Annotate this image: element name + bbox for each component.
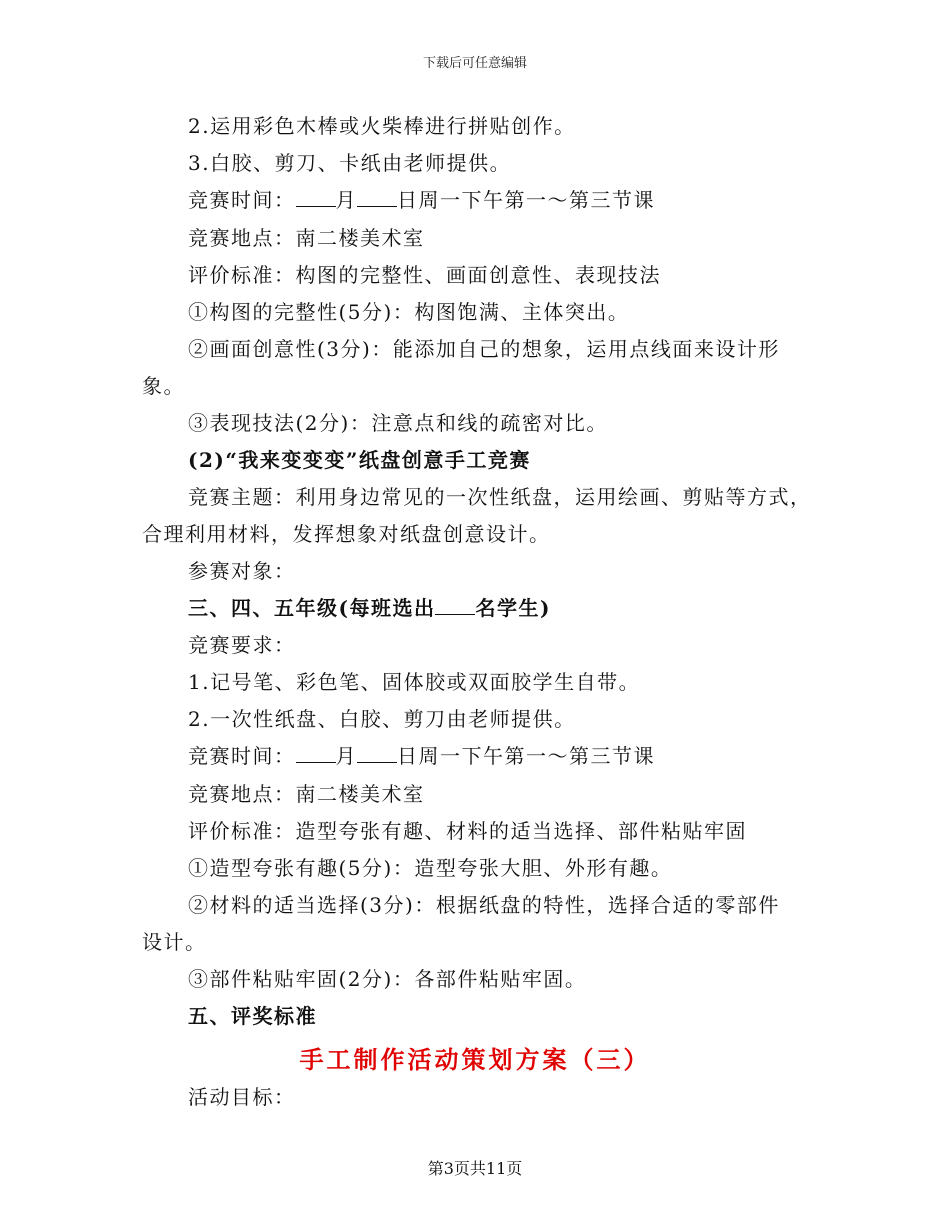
- text-line-participants: [188, 595, 551, 621]
- section-title: 手工制作活动策划方案（三）: [299, 1045, 651, 1074]
- text-line: 活动目标：: [188, 1085, 296, 1109]
- line-prefix: 三、四、五年级(每班选出: [188, 596, 436, 620]
- text-line: 3.白胶、剪刀、卡纸由老师提供。: [188, 151, 512, 175]
- text-line: 竞赛地点：南二楼美术室: [188, 226, 425, 250]
- text-line: 评价标准：构图的完整性、画面创意性、表现技法: [188, 263, 661, 287]
- page-header: 下载后可任意编辑: [422, 56, 527, 71]
- text-line: 2.运用彩色木棒或火柴棒进行拼贴创作。: [188, 114, 576, 138]
- text-line: ①构图的完整性(5分)：构图饱满、主体突出。: [188, 300, 630, 324]
- line-suffix: 日周一下午第一～第三节课: [397, 188, 655, 212]
- text-line: ③表现技法(2分)：注意点和线的疏密对比。: [188, 411, 608, 435]
- text-line-time: [188, 187, 655, 213]
- text-line: 竞赛主题：利用身边常见的一次性纸盘，运用绘画、剪贴等方式，: [188, 485, 812, 509]
- line-suffix: 日周一下午第一～第三节课: [397, 744, 655, 768]
- section-heading: 五、评奖标准: [188, 1004, 317, 1028]
- text-line: 设计。: [142, 930, 207, 954]
- text-line-time: [188, 743, 655, 769]
- text-line: ②材料的适当选择(3分)：根据纸盘的特性，选择合适的零部件: [188, 893, 780, 917]
- text-line: 合理利用材料，发挥想象对纸盘创意设计。: [142, 522, 551, 546]
- text-line: 评价标准：造型夸张有趣、材料的适当选择、部件粘贴牢固: [188, 819, 747, 843]
- fill-in-blank: [357, 188, 397, 207]
- text-line: 1.记号笔、彩色笔、固体胶或双面胶学生自带。: [188, 670, 641, 694]
- text-line: ①造型夸张有趣(5分)：造型夸张大胆、外形有趣。: [188, 856, 673, 880]
- line-prefix: 竞赛时间：: [188, 744, 296, 768]
- text-line: 参赛对象：: [188, 559, 296, 583]
- text-line: 竞赛要求：: [188, 633, 296, 657]
- text-line: 象。: [142, 374, 185, 398]
- fill-in-blank: [296, 188, 336, 207]
- fill-in-blank: [296, 744, 336, 763]
- line-mid: 月: [335, 744, 357, 768]
- fill-in-blank: [435, 596, 475, 615]
- fill-in-blank: [357, 744, 397, 763]
- text-line: ②画面创意性(3分)：能添加自己的想象，运用点线面来设计形: [188, 337, 780, 361]
- subsection-heading: (2)“我来变变变”纸盘创意手工竞赛: [188, 448, 531, 472]
- text-line: 2.一次性纸盘、白胶、剪刀由老师提供。: [188, 707, 576, 731]
- line-suffix: 名学生): [475, 596, 551, 620]
- page-footer: 第3页共11页: [427, 1159, 523, 1178]
- line-prefix: 竞赛时间：: [188, 188, 296, 212]
- text-line: ③部件粘贴牢固(2分)：各部件粘贴牢固。: [188, 967, 587, 991]
- line-mid: 月: [335, 188, 357, 212]
- text-line: 竞赛地点：南二楼美术室: [188, 782, 425, 806]
